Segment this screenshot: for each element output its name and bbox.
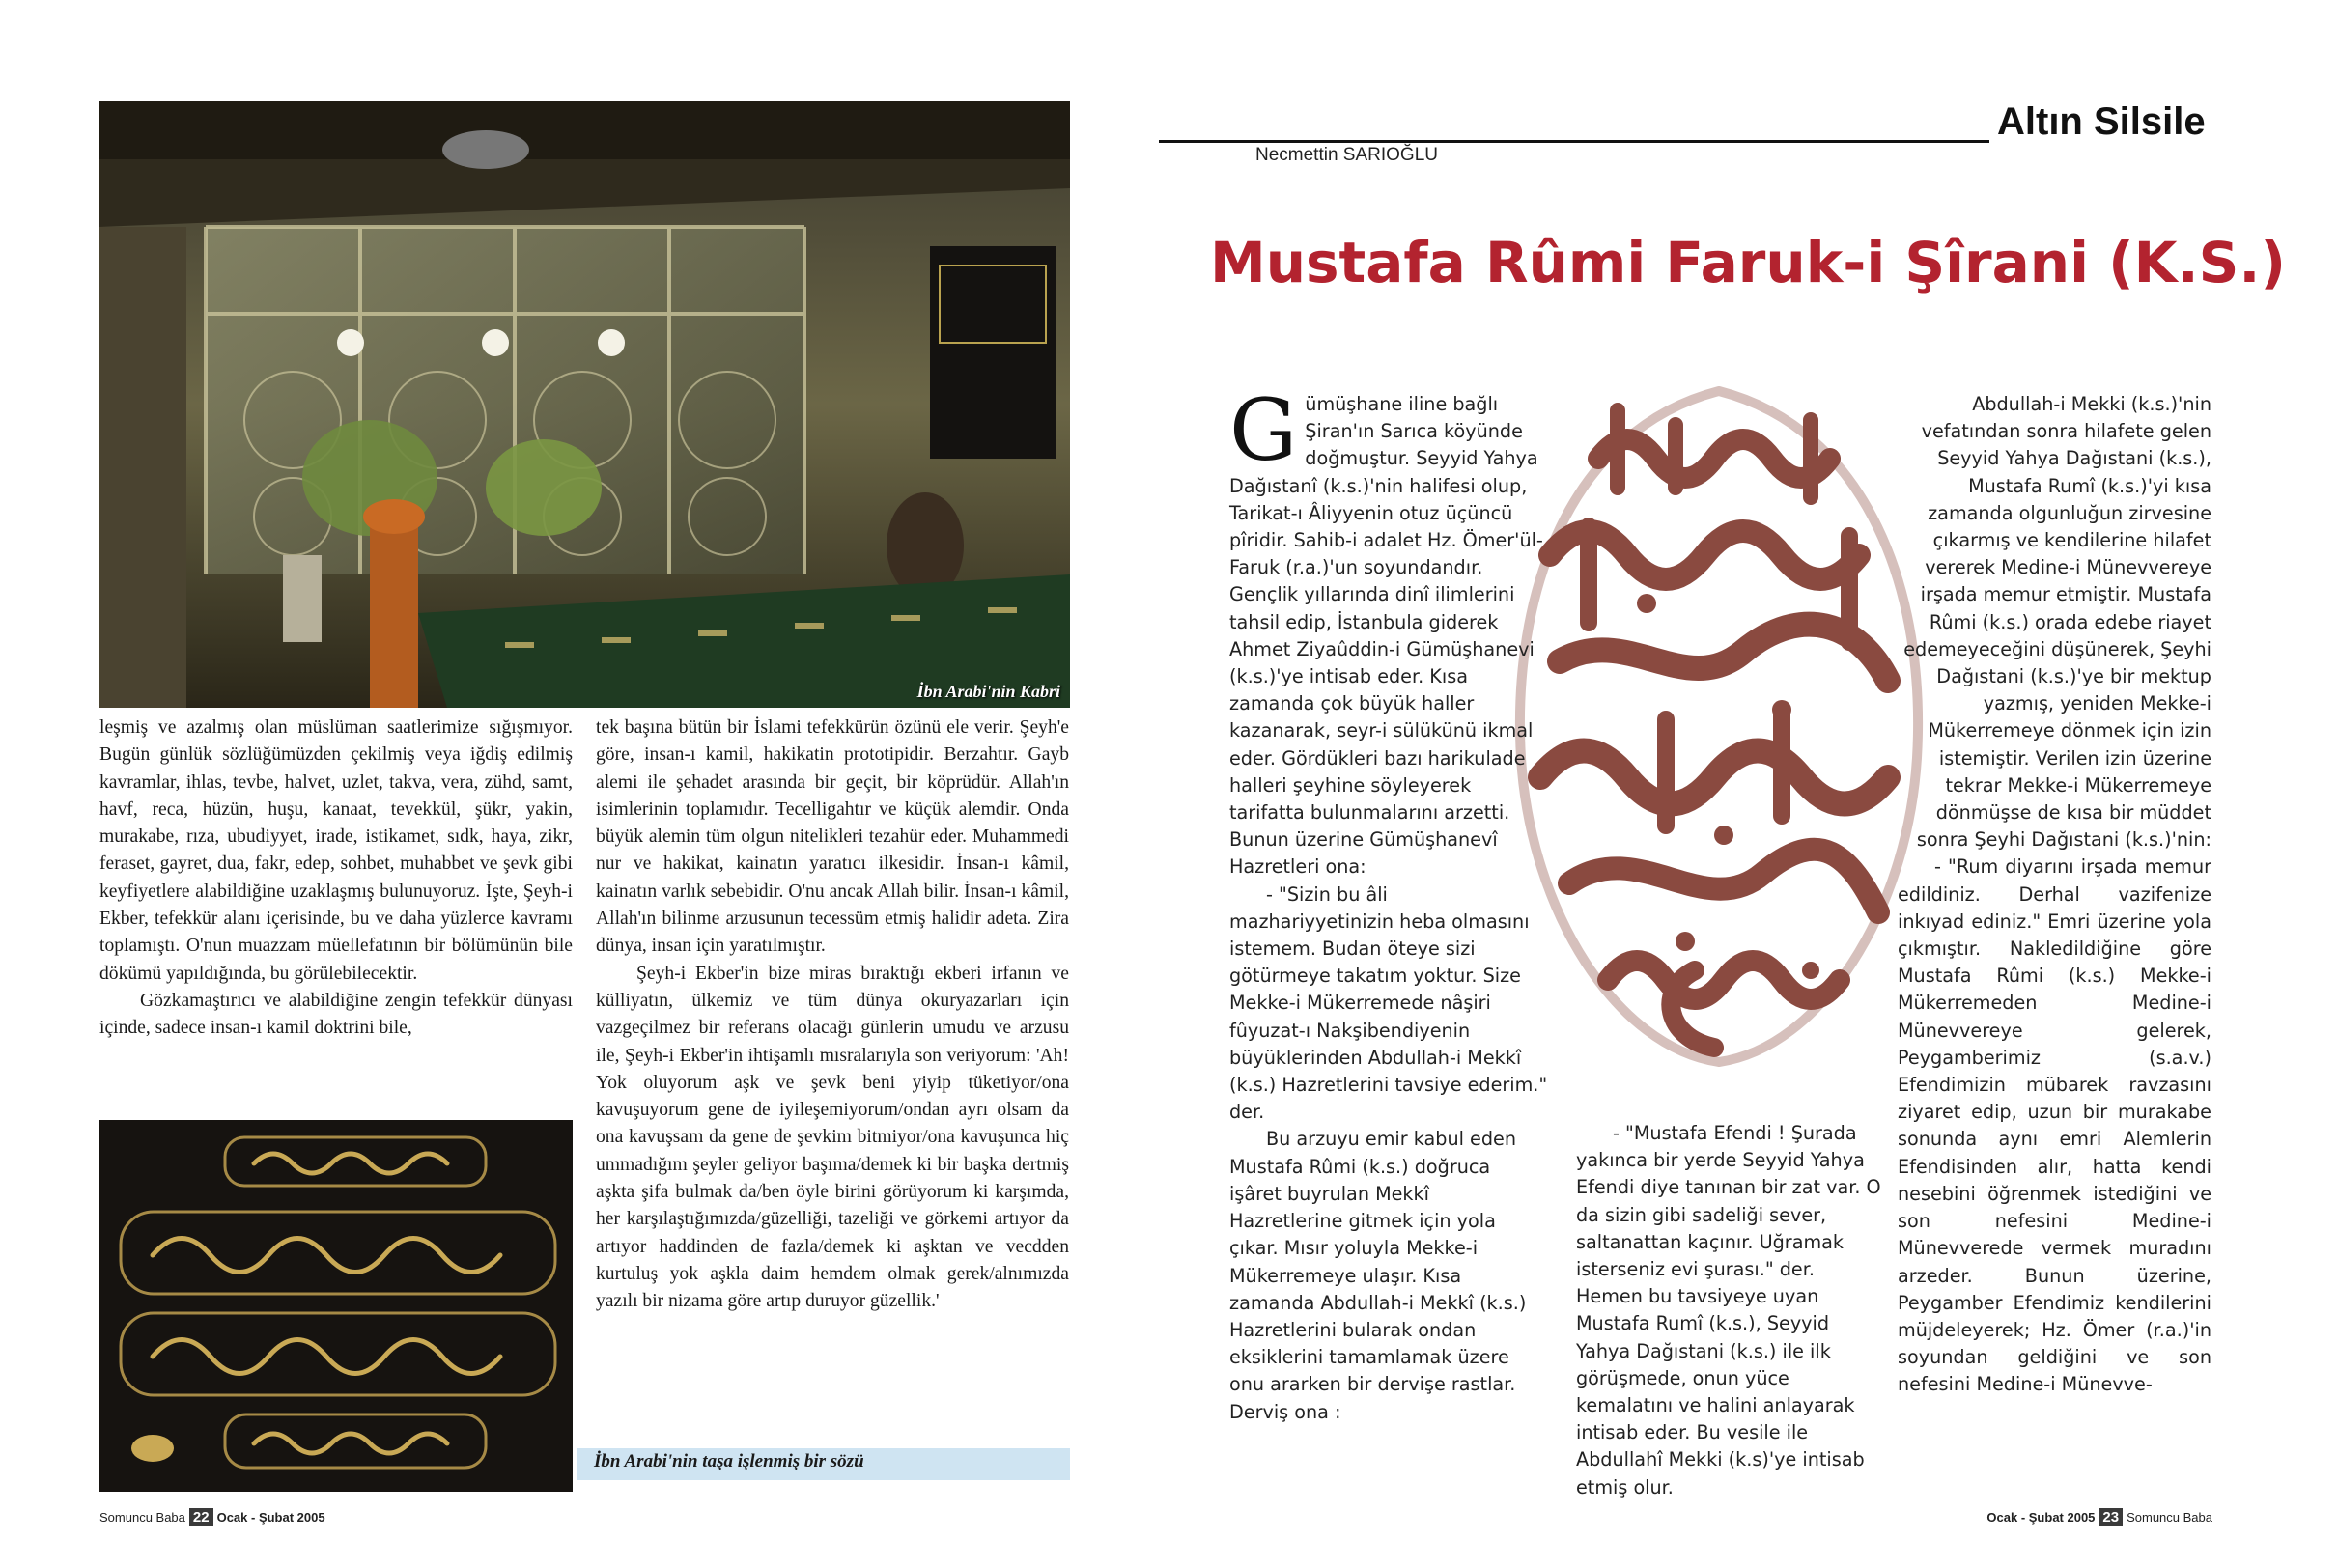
inscription-photo-illustration [99, 1120, 573, 1492]
header-rule [1159, 140, 1989, 143]
left-footer-page-number: 22 [189, 1508, 213, 1526]
article-title: Mustafa Rûmi Faruk-i Şîrani (K.S.) [1210, 230, 2286, 295]
right-column-2 [1576, 1120, 1885, 1501]
right-col2-text: - "Mustafa Efendi ! Şurada yakınca bir yerde Seyyid Yahya Efendi diye tanınan bir zat var. O da sizin gibi sadeliği sever, saltanattan kaçınır. Uğramak isterseniz evi şurası." der. Hemen bu tavsiyeye uyan Mustafa Rumî (k.s.), Seyyid Yahya Dağıstani (k.s.) ile ilk görüşmede, onun yüce kemalatını ve halini anlayarak intisab eder. Bu vesile ile Abdullahî Mekki (k.s)'ye intisab etmiş olur. [1576, 1122, 1881, 1498]
author-name: Necmettin SARIOĞLU [1255, 145, 1438, 165]
section-title: Altın Silsile [1997, 100, 2206, 143]
right-col1-quote: - "Sizin bu âli mazhariyyetinizin heba olmasını istemem. Budan öteye sizi götürmeye takatım yoktur. Size Mekke-i Mükerremede nâşiri fûyuzat-ı Nakşibendiyenin büyüklerinden Abdullah-i Mekkî (k.s.) Hazretlerini tavsiye ederim." der. [1229, 882, 1548, 1124]
right-col1-rest: Bu arzuyu emir kabul eden Mustafa Rûmi (k.s.) doğruca işâret buyrulan Mekkî Hazretlerine gitmek için yola çıkar. Mısır yoluyla Mekke-i Mükerremeye ulaşır. Kısa zamanda Abdullah-i Mekkî (k.s.) Hazretlerini bularak ondan eksiklerini tamamlamak üzere onu ararken bir dervişe rastlar. Derviş ona : [1229, 1128, 1527, 1423]
left-footer [99, 1508, 325, 1526]
right-footer-date: Ocak - Şubat 2005 [1986, 1510, 2096, 1525]
inscription-photo [99, 1120, 573, 1492]
left-col2-paragraph-2: Şeyh-i Ekber'in bize miras bıraktığı ekberi irfanın ve külliyatın, ülkemiz ve tüm dünya okuryazarları için vazgeçilmez bir referans olacağı günlerin umudu ve arzusu ile, Şeyh-i Ekber'in ihtişamlı mısralarıyla son veriyorum: 'Ah! Yok oluyorum aşk ve şevk beni yiyip tüketiyor/ona kavuşuyorum gene de iyileşemiyorum/ondan ayrı olsam da ona kavuşsam da gene de şevkim bitmiyor/ona kavuşunca hiç ummadığım şeyler geliyor başıma/demek ki bir başka dertmiş aşkta şifa bulmak da/ben öyle birini görüyorum ki karşımda, her karşılaştığımızda/güzelliği, tazeliği ve görkemi artıyor da artıyor haddinden de fazla/demek ki aşktan ve vecdden kurtuluş yok aşkla daim hemdem olmak gerek/alnımızda yazılı bir nizama göre artıp duruyor güzellik.' [596, 963, 1069, 1312]
calligraphy-emblem-illustration [1492, 372, 1946, 1077]
calligraphy-emblem [1492, 372, 1946, 1077]
left-col1-paragraph-1: leşmiş ve azalmış olan müslüman saatlerimize sığışmıyor. Bugün günlük sözlüğümüzden çekilmiş veya iğdiş edilmiş kavramlar, ihlas, tevbe, halvet, uzlet, takva, vera, zühd, samt, havf, reca, hüzün, huşu, kanaat, tevekkül, şükr, yakin, murakabe, rıza, ubudiyyet, irade, istikamet, sıdk, haya, zikr, feraset, gayret, dua, fakr, edep, sohbet, muhabbet ve şevk gibi keyfiyetlere alabildiğine uzaklaşmış bulunuyoruz. İşte, Şeyh-i Ekber, tefekkür alanı içerisinde, bu ve daha yüzlerce kavramı toplamıştı. O'nun muazzam müellefatının bir bölümünün bile dökümü yapıldığında, bu görülebilecektir. [99, 717, 573, 984]
inscription-caption: İbn Arabi'nin taşa işlenmiş bir sözü [577, 1448, 1070, 1480]
left-footer-date: Ocak - Şubat 2005 [216, 1510, 325, 1525]
tomb-photo-illustration [99, 101, 1070, 708]
tomb-photo-caption: İbn Arabi'nin Kabri [916, 682, 1060, 701]
right-col1-intro: ümüşhane iline bağlı Şiran'ın Sarıca köyünde doğmuştur. Seyyid Yahya Dağıstanî (k.s.)'nin halifesi olup, Tarikat-ı Âliyyenin otuz üçüncü pîridir. Sahib-i adalet Hz. Ömer'ül-Faruk (r.a.)'un soyundandır. Gençlik yıllarında dinî ilimlerini tahsil edip, İstanbula giderek Ahmet Ziyaûddin-i Gümüşhanevi (k.s.)'ye intisab eder. Kısa zamanda çok büyük haller kazanarak, seyr-i sülükünü ikmal eder. Gördükleri bazı harikulade halleri şeyhine söyleyerek tarifatta bulunmalarını arzetti. Bunun üzerine Gümüşhanevî Hazretleri ona: [1229, 393, 1543, 879]
right-footer [1986, 1508, 2212, 1526]
right-column-1 [1229, 380, 1548, 1426]
left-col2-paragraph-1: tek başına bütün bir İslami tefekkürün özünü ele verir. Şeyh'e göre, insan-ı kamil, hakikatin prototipidir. Berzahtır. Gayb alemi ile şehadet arasında bir geçit, bir köprüdür. Allah'ın isimlerinin toplamıdır. Tecelligahtır ve küçük alemdir. Onda büyük alemin tüm olgun nitelikleri tezahür eder. Muhammedi nur ve hakikat, kainatın yaratıcı ilkesidir. İnsan-ı kâmil, kainatın varlık sebebidir. O'nu ancak Allah bilir. İnsan-ı kâmil, Allah'ın bilinme arzusunun tecessüm etmiş halidir adeta. Zira dünya, insan için yaratılmıştır. [596, 717, 1069, 957]
right-col3-paragraph-1: Abdullah-i Mekki (k.s.)'nin vefatından sonra hilafete gelen Seyyid Yahya Dağıstani (k.s.), Mustafa Rumî (k.s.)'yi kısa zamanda olgunluğun zirvesine çıkarmış ve kendilerine hilafet vererek Medine-i Münevvereye irşada memur etmiştir. Mustafa Rûmi (k.s.) orada edebe riayet edemeyeceğini düşünerek, Şeyhi Dağıstani (k.s.)'ye bir mektup yazmış, yeniden Mekke-i Mükerremeye dönmek için izin istemiştir. Verilen izin üzerine tekrar Mekke-i Mükerremeye dönmüşse de kısa bir müddet sonra Şeyhi Dağıstani (k.s.)'nin: [1903, 393, 2211, 852]
left-column-1 [99, 714, 573, 1043]
right-col3-paragraph-2: - "Rum diyarını irşada memur edildiniz. Derhal vazifenize inkıyad ediniz." Emri üzerine yola çıkmıştır. Nakledildiğine göre Mustafa Rûmi (k.s.) Mekke-i Mükerremeden Medine-i Münevvereye gelerek, Peygamberimiz (s.a.v.) Efendimizin mübarek ravzasını ziyaret edip, uzun bir murakabe sonunda aynı emri Alemlerin Efendisinden alır, hatta kendi nesebini öğrenmek istediğini ve son nefesini Medine-i Münevverede vermek muradını arzeder. Bunun üzerine, Peygamber Efendimiz kendilerini müjdeleyerek; Hz. Ömer (r.a.)'in soyundan geldiğini ve son nefesini Medine-i Münevve- [1898, 855, 2211, 1396]
tomb-photo [99, 101, 1070, 708]
left-column-2 [596, 714, 1069, 1316]
right-column-3 [1898, 391, 2211, 1399]
left-footer-magazine: Somuncu Baba [99, 1510, 185, 1525]
drop-cap: G [1229, 380, 1298, 480]
right-footer-magazine: Somuncu Baba [2127, 1510, 2212, 1525]
right-footer-page-number: 23 [2099, 1508, 2123, 1526]
left-col1-paragraph-2: Gözkamaştırıcı ve alabildiğine zengin tefekkür dünyası içinde, sadece insan-ı kamil doktrini bile, [99, 990, 573, 1039]
